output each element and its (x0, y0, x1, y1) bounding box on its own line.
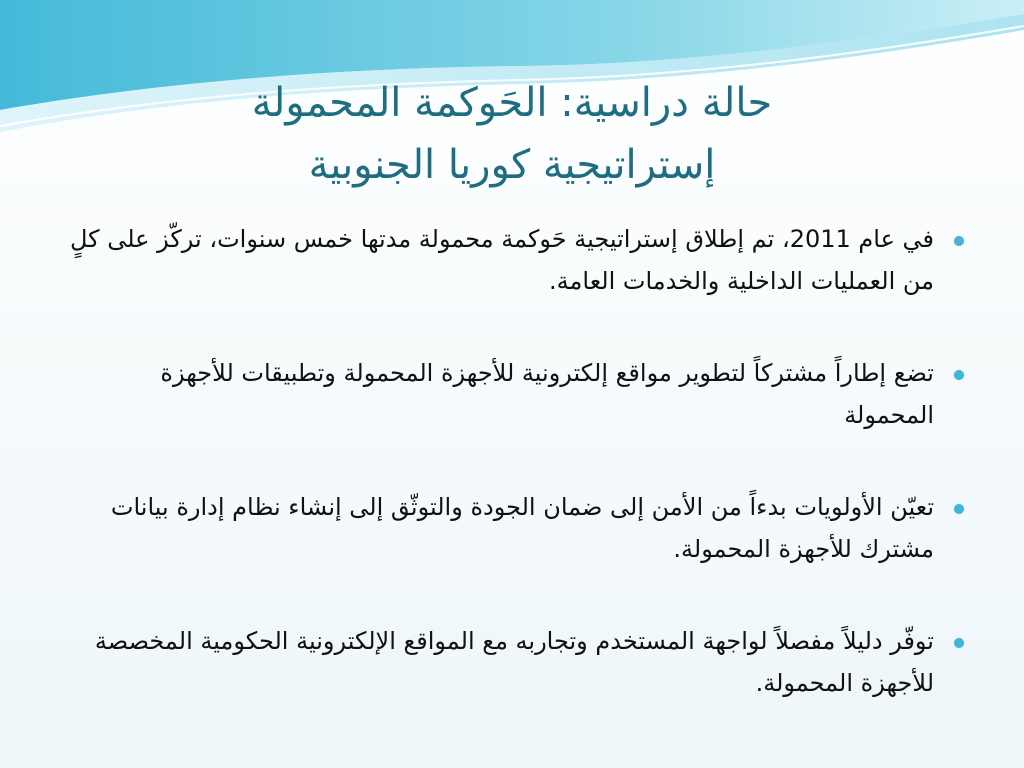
bullet-text: تعيّن الأولويات بدءاً من الأمن إلى ضمان الجودة والتوثّق إلى إنشاء نظام إدارة بيانات مشترك للأجهزة المحمولة. (110, 493, 934, 563)
bullet-dot-icon (954, 370, 964, 380)
bullet-dot-icon (954, 504, 964, 514)
bullet-text: توفّر دليلاً مفصلاً لواجهة المستخدم وتجاربه مع المواقع الإلكترونية الحكومية المخصصة للأجهزة المحمولة. (94, 627, 934, 697)
bullet-item (64, 218, 964, 302)
title-line-1: حالة دراسية: الحَوكمة المحمولة (251, 80, 773, 126)
bullet-text: تضع إطاراً مشتركاً لتطوير مواقع إلكترونية للأجهزة المحمولة وتطبيقات للأجهزة المحمولة (160, 359, 934, 429)
bullet-dot-icon (954, 638, 964, 648)
bullet-item (64, 486, 964, 570)
bullet-item (64, 352, 964, 436)
bullet-item (64, 620, 964, 704)
title-line-2: إستراتيجية كوريا الجنوبية (308, 142, 716, 188)
slide-title (40, 72, 984, 196)
bullet-text: في عام 2011، تم إطلاق إستراتيجية حَوكمة محمولة مدتها خمس سنوات، تركّز على كلٍ من العمليات الداخلية والخدمات العامة. (69, 225, 934, 295)
bullet-list (64, 218, 964, 754)
bullet-dot-icon (954, 236, 964, 246)
